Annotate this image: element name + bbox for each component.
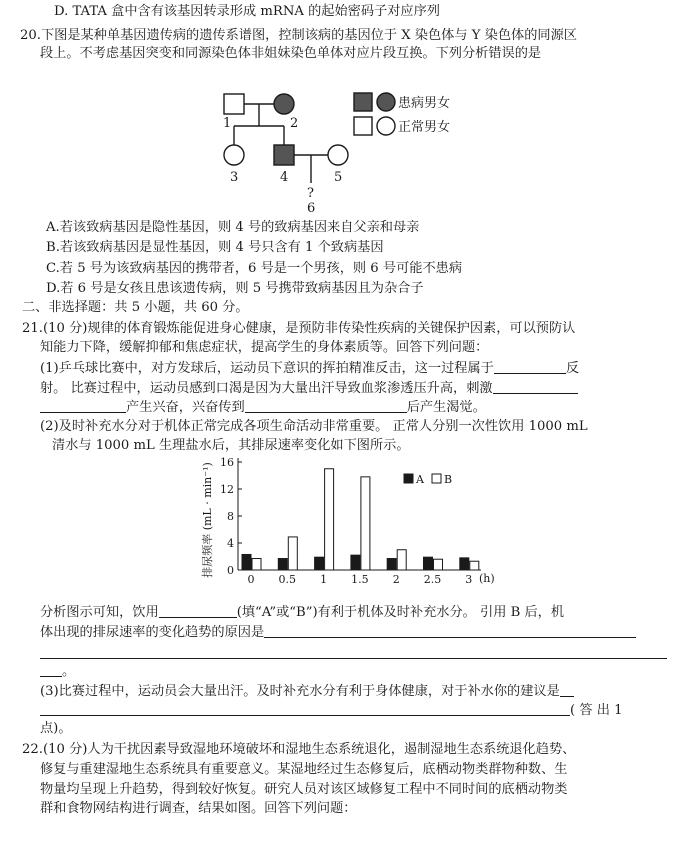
chart-bar-A-0.5 — [278, 559, 287, 570]
pedigree-label-3: 3 — [230, 170, 239, 185]
q20-option-a: A.若该致病基因是隐性基因，则 4 号的致病基因来自父亲和母亲 — [46, 220, 420, 235]
q22-line2: 修复与重建湿地生态系统具有重要意义。某湿地经过生态修复后，底栖动物类群物种数、生 — [40, 762, 568, 777]
chart-bar-A-1.5 — [351, 555, 360, 570]
q22-line3: 物量均呈现上升趋势，得到较好恢复。研究人员对该区域修复工程中不同时间的底栖动物类 — [40, 782, 568, 797]
chart-legend-label-B: B — [444, 473, 453, 486]
chart-x-tick-label: 1 — [320, 573, 328, 586]
chart-y-tick-label: 0 — [227, 564, 234, 577]
legend-affected-female — [377, 93, 395, 111]
answer-blank-reason-1[interactable] — [264, 623, 636, 638]
q21-part1-line1 — [40, 359, 579, 378]
pedigree-label-4: 4 — [280, 170, 289, 185]
q21-part3-line1 — [40, 682, 574, 701]
chart-y-tick-label: 16 — [220, 456, 234, 469]
q21-part3-text2-end: ( 答 出 1 — [570, 703, 623, 718]
q20-option-d: D.若 6 号是女孩且患该遗传病，则 5 号携带致病基因且为杂合子 — [46, 281, 424, 296]
q20-stem-line2: 段上。不考虑基因突变和同源染色体非姐妹染色单体对应片段互换。下列分析错误的是 — [40, 46, 542, 61]
q21-analysis-line2 — [40, 623, 636, 642]
section-2-heading: 二、非选择题：共 5 小题，共 60 分。 — [22, 300, 249, 315]
q19-option-d: D. TATA 盒中含有该基因转录形成 mRNA 的起始密码子对应序列 — [54, 4, 440, 19]
q21-part1-text1: (1)乒乓球比赛中，对方发球后，运动员下意识的挥拍精准反击，这一过程属于 — [40, 361, 494, 376]
legend-affected-label: 患病男女 — [398, 96, 451, 111]
q20-option-b: B.若该致病基因是显性基因，则 4 号只含有 1 个致病基因 — [46, 240, 384, 255]
pedigree-ind3-normal-female — [224, 145, 244, 165]
q20-option-c: C.若 5 号为该致病基因的携带者，6 号是一个男孩，则 6 号可能不患病 — [46, 261, 463, 276]
q21-analysis-line4 — [40, 662, 75, 681]
chart-y-tick-label: 8 — [227, 510, 234, 523]
legend-normal-male — [354, 117, 372, 135]
chart-legend-swatch-A — [404, 474, 413, 483]
chart-y-tick-label: 4 — [227, 537, 234, 550]
answer-blank-stimulus[interactable] — [493, 379, 578, 394]
q21-part3-text1: (3)比赛过程中，运动员会大量出汗。及时补充水分有利于身体健康，对于补水你的建议是 — [40, 684, 560, 699]
q21-part3-line2 — [40, 701, 623, 720]
q21-stem-line2: 知能力下降，缓解抑郁和焦虑症状，提高学生的身体素质等。回答下列问题： — [40, 340, 489, 355]
chart-legend-swatch-B — [432, 474, 441, 483]
chart-bar-A-1 — [315, 557, 324, 570]
pedigree-ind5-normal-female — [328, 145, 348, 165]
chart-bar-B-0 — [252, 559, 261, 570]
pedigree-label-6: 6 — [307, 201, 316, 216]
chart-bar-B-2.5 — [434, 559, 443, 570]
chart-x-tick-label: 2.5 — [423, 573, 442, 586]
chart-x-tick-label: 0 — [247, 573, 255, 586]
pedigree-label-2: 2 — [290, 116, 299, 131]
pedigree-label-5: 5 — [334, 170, 343, 185]
answer-blank-receptor[interactable] — [40, 398, 126, 413]
q21-analysis-end: 。 — [62, 664, 76, 679]
chart-bar-B-0.5 — [288, 537, 297, 570]
pedigree-ind1-normal-male — [224, 94, 244, 114]
q21-part1-text3a: 产生兴奋，兴奋传到 — [126, 400, 245, 415]
q22-line1: 22.(10 分)人为干扰因素导致湿地环境破坏和湿地生态系统退化，遏制湿地生态系统退化趋势、 — [22, 742, 576, 757]
chart-x-tick-label: 2 — [392, 573, 400, 586]
q22-line4: 群和食物网结构进行调查，结果如图。回答下列问题： — [40, 801, 357, 816]
chart-bar-B-3 — [470, 561, 479, 570]
q21-part1-text2: 射。 比赛过程中，运动员感到口渴是因为大量出汗导致血浆渗透压升高，刺激 — [40, 381, 493, 396]
q20-stem-line1: 20.下图是某种单基因遗传病的遗传系谱图，控制该病的基因位于 X 染色体与 Y 染色体的同源区 — [20, 28, 577, 43]
urine-rate-bar-chart — [196, 454, 506, 592]
chart-bar-A-0 — [242, 554, 251, 570]
chart-bar-A-2.5 — [424, 557, 433, 570]
q21-part2-line2: 清水与 1000 mL 生理盐水后，其排尿速率变化如下图所示。 — [52, 438, 410, 453]
pedigree-unknown-mark: ? — [307, 186, 314, 201]
chart-xlabel: (h) — [479, 572, 495, 585]
chart-ylabel: 排尿频率 (mL · min⁻¹) — [201, 462, 214, 578]
chart-y-tick-label: 12 — [220, 483, 234, 496]
answer-blank-reflex[interactable] — [494, 359, 566, 374]
pedigree-ind2-affected-female — [274, 94, 294, 114]
chart-x-tick-label: 0.5 — [278, 573, 297, 586]
answer-blank-advice-2[interactable] — [40, 701, 570, 716]
chart-legend-label-A: A — [416, 473, 424, 486]
legend-normal-label: 正常男女 — [398, 120, 451, 135]
chart-bar-B-2 — [397, 550, 406, 570]
answer-blank-advice-1[interactable] — [560, 682, 574, 697]
answer-blank-center[interactable] — [245, 398, 407, 413]
pedigree-diagram — [210, 80, 510, 220]
q21-analysis-text1a: 分析图示可知，饮用 — [40, 605, 159, 620]
q21-part1-text1-end: 反 — [565, 361, 580, 376]
chart-x-tick-label: 3 — [465, 573, 473, 586]
q21-part1-text3b: 后产生渴觉。 — [406, 400, 486, 415]
q21-stem-line1: 21.(10 分)规律的体育锻炼能促进身心健康，是预防非传染性疾病的关键保护因素，可以预防认 — [22, 321, 576, 336]
q21-part1-line3 — [40, 398, 486, 417]
answer-line-reason-2[interactable] — [40, 657, 667, 659]
legend-normal-female — [377, 117, 395, 135]
chart-bar-A-2 — [387, 559, 396, 570]
q21-analysis-text2: 体出现的排尿速率的变化趋势的原因是 — [40, 625, 265, 640]
chart-x-tick-label: 1.5 — [351, 573, 369, 586]
q21-part2-line1: (2)及时补充水分对于机体正常完成各项生命活动非常重要。 正常人分别一次性饮用 1000 mL — [40, 419, 588, 434]
pedigree-label-1: 1 — [223, 116, 232, 131]
answer-blank-a-or-b[interactable] — [159, 603, 237, 618]
answer-blank-reason-3[interactable] — [40, 662, 62, 677]
chart-bar-B-1.5 — [361, 477, 370, 570]
legend-affected-male — [354, 93, 372, 111]
pedigree-ind4-affected-male — [274, 145, 294, 165]
q21-analysis-text1b: (填“A”或“B”)有利于机体及时补充水分。 引用 B 后，机 — [236, 605, 565, 620]
q21-part1-line2 — [40, 379, 578, 398]
chart-bar-B-1 — [325, 469, 334, 570]
q21-analysis-line1 — [40, 603, 564, 622]
q21-part3-line3: 点)。 — [40, 721, 72, 736]
chart-bar-A-3 — [460, 558, 469, 570]
